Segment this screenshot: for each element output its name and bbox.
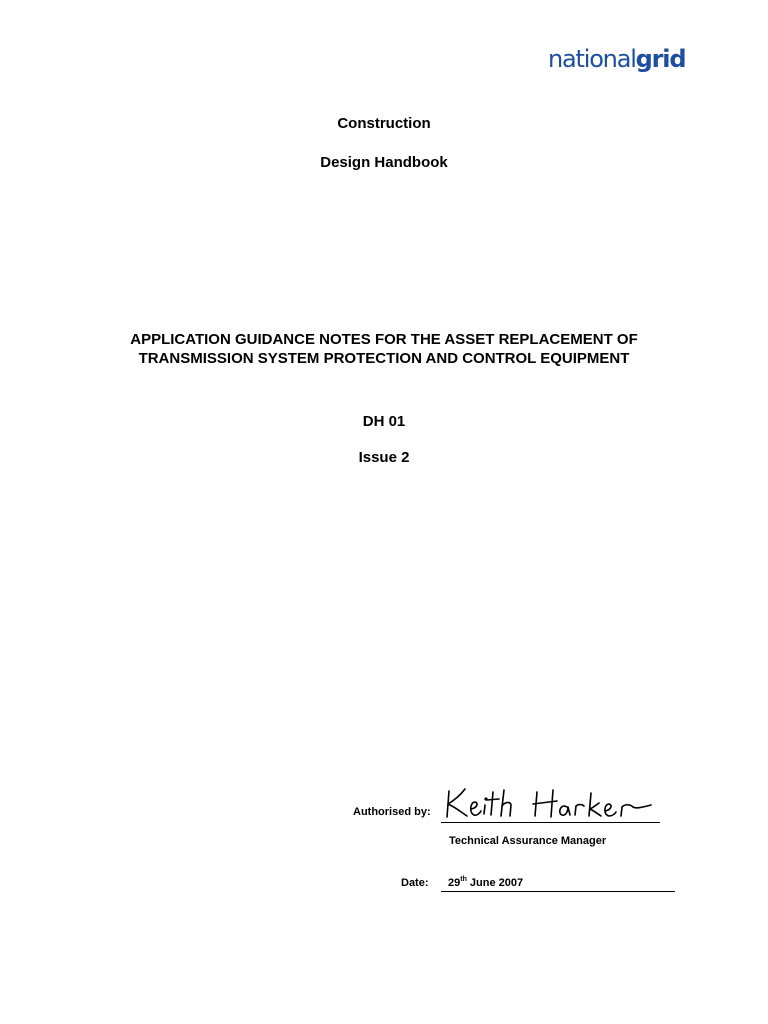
signature-line (441, 822, 660, 823)
document-title-line-2: TRANSMISSION SYSTEM PROTECTION AND CONTROL EQUIPMENT (138, 350, 630, 367)
date-day-suffix: th (460, 876, 467, 883)
document-title-line-1: APPLICATION GUIDANCE NOTES FOR THE ASSET REPLACEMENT OF (130, 331, 638, 348)
logo-text-grid: grid (635, 45, 686, 73)
logo-text-national: national (548, 45, 636, 73)
handbook-subtitle: Design Handbook (320, 154, 448, 171)
date-label: Date: (401, 877, 429, 889)
authorised-by-label: Authorised by: (353, 806, 431, 818)
date-line (441, 891, 675, 892)
date-day: 29 (448, 877, 461, 889)
issue-number: Issue 2 (358, 449, 410, 466)
date-month-year: June 2007 (466, 877, 524, 889)
handwritten-signature (441, 783, 660, 823)
document-reference: DH 01 (362, 413, 406, 430)
signatory-role: Technical Assurance Manager (449, 835, 607, 847)
national-grid-logo (548, 44, 685, 74)
date-value (448, 877, 523, 889)
handbook-series-title: Construction (337, 115, 431, 132)
